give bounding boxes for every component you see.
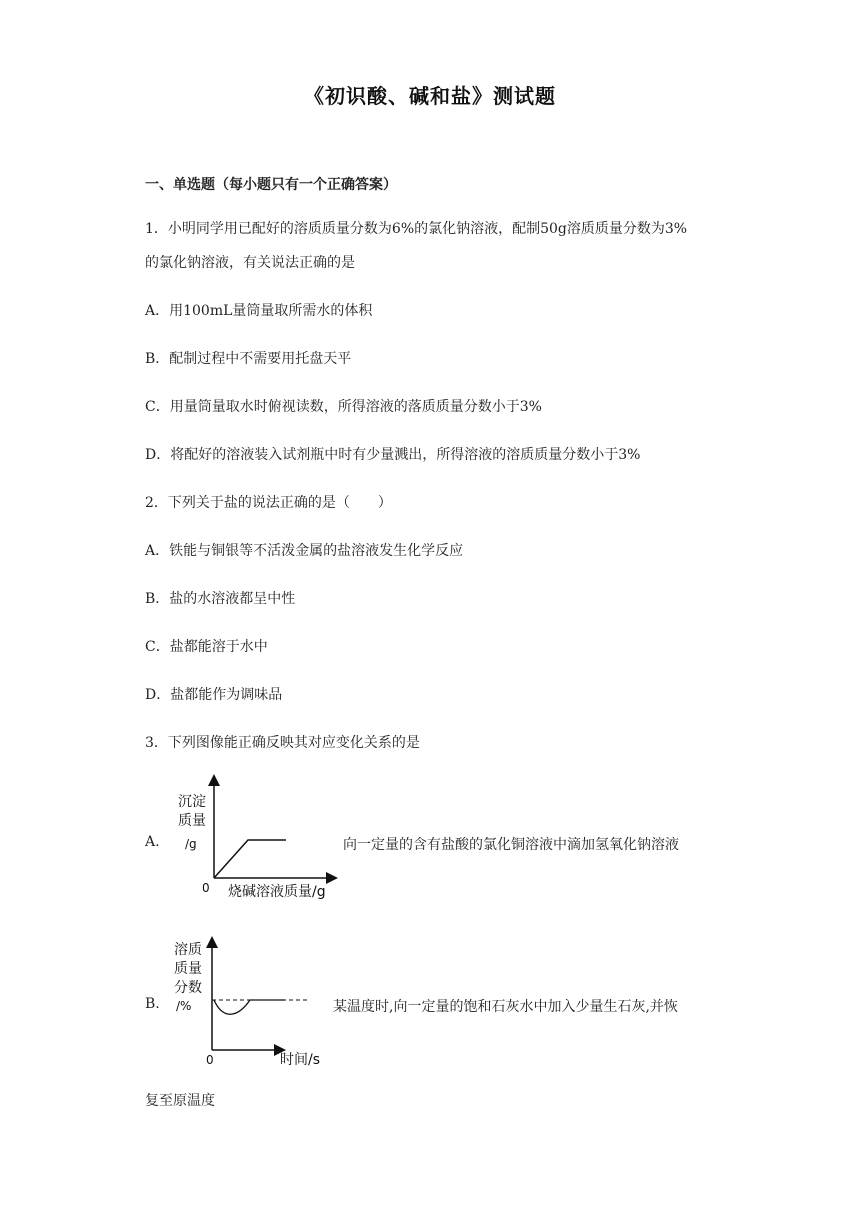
x-label: 烧碱溶液质量/g [228, 884, 326, 900]
q2-stem: 2．下列关于盐的说法正确的是（ ） [145, 495, 392, 511]
q1-stem-line2: 的氯化钠溶液，有关说法正确的是 [145, 255, 355, 271]
q2-option-a: A．铁能与铜银等不活泼金属的盐溶液发生化学反应 [145, 543, 464, 559]
q3-option-b-description: 某温度时,向一定量的饱和石灰水中加入少量生石灰,并恢 [333, 999, 678, 1015]
y-label-3: 分数 [174, 980, 202, 996]
q1-stem-line1: 1．小明同学用已配好的溶质质量分数为6%的氯化钠溶液，配制50g溶质质量分数为3% [145, 221, 688, 237]
y-label-2: 质量 [174, 961, 202, 977]
section-heading: 一、单选题（每小题只有一个正确答案） [145, 177, 397, 193]
x-label: 时间/s [280, 1052, 321, 1068]
q1-option-b: B．配制过程中不需要用托盘天平 [145, 351, 352, 367]
q2-option-b: B．盐的水溶液都呈中性 [145, 591, 296, 607]
q1-option-a: A．用100mL量筒量取所需水的体积 [145, 303, 373, 319]
q3-option-b-graph [170, 936, 340, 1072]
q3-option-b-letter: B. [145, 996, 160, 1012]
q3-option-a-description: 向一定量的含有盐酸的氯化铜溶液中滴加氢氧化钠溶液 [343, 837, 679, 853]
y-label-1: 溶质 [174, 942, 202, 958]
q1-option-c: C．用量筒量取水时俯视读数，所得溶液的落质质量分数小于3% [145, 399, 542, 415]
origin-label: 0 [206, 1053, 214, 1067]
y-label-unit: /% [176, 999, 192, 1013]
q3-stem: 3．下列图像能正确反映其对应变化关系的是 [145, 735, 420, 751]
precipitate-curve [214, 840, 286, 878]
q3-option-b-description-cont: 复至原温度 [145, 1093, 215, 1109]
origin-label: 0 [202, 881, 210, 895]
q2-option-d: D．盐都能作为调味品 [145, 687, 283, 703]
page-title: 《初识酸、碱和盐》测试题 [304, 84, 556, 108]
y-label-2: 质量 [178, 813, 206, 829]
q3-option-a-letter: A. [145, 834, 160, 850]
mass-fraction-curve [214, 1000, 285, 1014]
y-label-unit: /g [185, 837, 197, 851]
q1-option-d: D．将配好的溶液装入试剂瓶中时有少量溅出，所得溶液的溶质质量分数小于3% [145, 447, 641, 463]
y-label-1: 沉淀 [178, 794, 206, 810]
q2-option-c: C．盐都能溶于水中 [145, 639, 268, 655]
q3-option-a-graph [170, 772, 340, 904]
